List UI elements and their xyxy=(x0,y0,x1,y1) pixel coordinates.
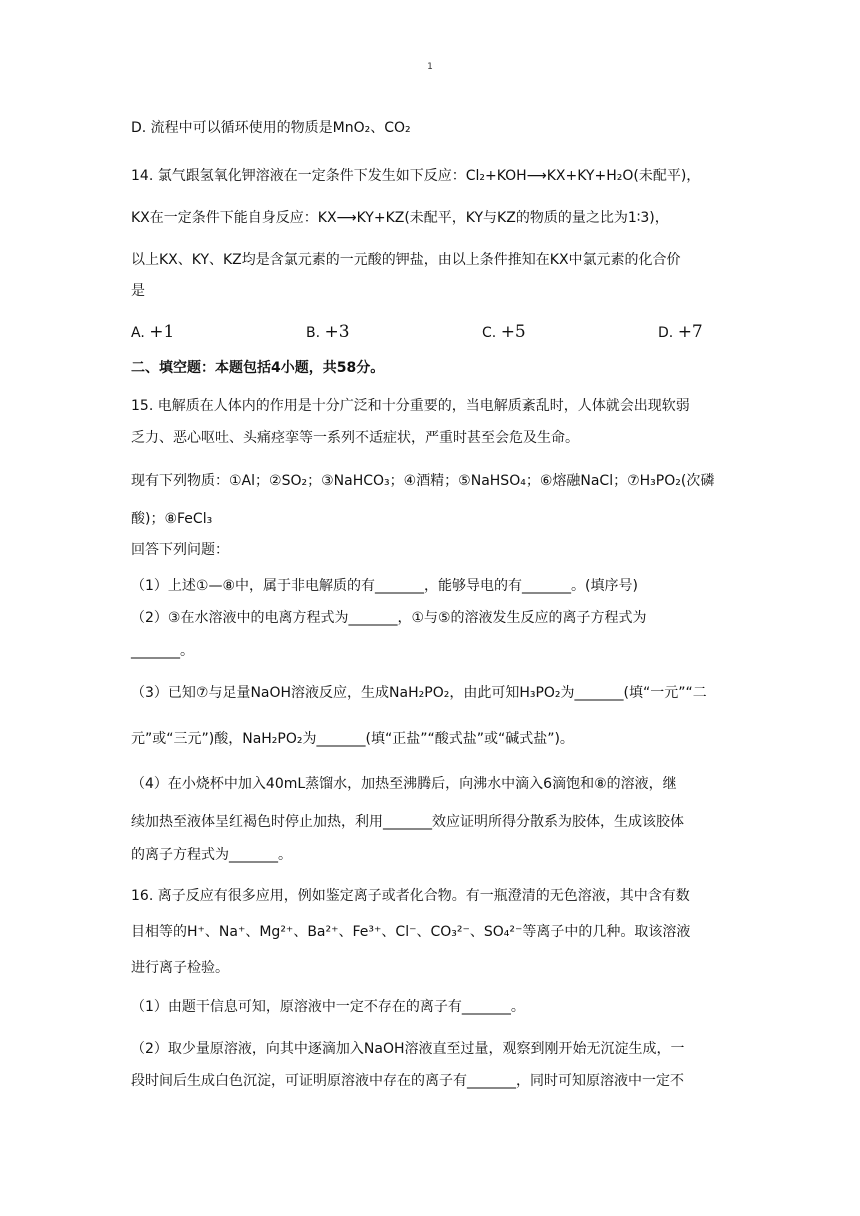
question-16-part-2-line-1: （2）取少量原溶液，向其中逐滴加入NaOH溶液直至过量，观察到刚开始无沉淀生成，一 xyxy=(131,1041,685,1057)
option-d-q13: D. 流程中可以循环使用的物质是MnO₂、CO₂ xyxy=(131,120,411,136)
question-16-part-1: （1）由题干信息可知，原溶液中一定不存在的离子有_______。 xyxy=(131,999,525,1015)
question-15-line-4: 酸)；⑧FeCl₃ xyxy=(131,511,213,527)
option-a xyxy=(131,322,174,343)
option-b-label: B. xyxy=(306,325,321,341)
option-d-value: +7 xyxy=(677,322,703,342)
page-number: 1 xyxy=(427,62,433,72)
option-c xyxy=(482,322,526,343)
option-d-label: D. xyxy=(658,325,674,341)
option-b xyxy=(306,322,350,343)
question-14-line-3: 以上KX、KY、KZ均是含氯元素的一元酸的钾盐，由以上条件推知在KX中氯元素的化合价 xyxy=(131,252,681,268)
option-a-value: +1 xyxy=(149,322,175,342)
question-16-line-2: 目相等的H⁺、Na⁺、Mg²⁺、Ba²⁺、Fe³⁺、Cl⁻、CO₃²⁻、SO₄²⁻等离子中的几种。取该溶液 xyxy=(131,924,691,940)
question-15-part-2-line-2: _______。 xyxy=(131,643,194,659)
question-15-part-4-line-3: 的离子方程式为_______。 xyxy=(131,847,292,863)
question-14-line-4: 是 xyxy=(131,283,145,299)
question-15-part-2-line-1: （2）③在水溶液中的电离方程式为_______，①与⑤的溶液发生反应的离子方程式为 xyxy=(131,610,647,626)
option-b-value: +3 xyxy=(324,322,350,342)
option-d xyxy=(658,322,703,343)
question-15-line-5: 回答下列问题： xyxy=(131,542,229,558)
question-14-line-2: KX在一定条件下能自身反应：KX⟶KY+KZ(未配平，KY与KZ的物质的量之比为1∶3)， xyxy=(131,210,669,226)
option-c-label: C. xyxy=(482,325,497,341)
question-15-line-2: 乏力、恶心呕吐、头痛痉挛等一系列不适症状，严重时甚至会危及生命。 xyxy=(131,430,579,446)
option-c-value: +5 xyxy=(500,322,526,342)
question-16-part-2-line-2: 段时间后生成白色沉淀，可证明原溶液中存在的离子有_______，同时可知原溶液中一定不 xyxy=(131,1073,684,1089)
question-15-part-3-line-1: （3）已知⑦与足量NaOH溶液反应，生成NaH₂PO₂，由此可知H₃PO₂为_______(填“一元”“二 xyxy=(131,685,707,701)
section-heading: 二、填空题：本题包括4小题，共58分。 xyxy=(131,360,385,376)
question-15-part-1: （1）上述①—⑧中，属于非电解质的有_______，能够导电的有_______。(填序号) xyxy=(131,578,638,594)
question-16-line-1: 16. 离子反应有很多应用，例如鉴定离子或者化合物。有一瓶澄清的无色溶液，其中含有数 xyxy=(131,888,690,904)
question-15-line-1: 15. 电解质在人体内的作用是十分广泛和十分重要的，当电解质紊乱时，人体就会出现软弱 xyxy=(131,398,690,414)
question-15-part-4-line-1: （4）在小烧杯中加入40mL蒸馏水，加热至沸腾后，向沸水中滴入6滴饱和⑧的溶液，继 xyxy=(131,776,677,792)
question-15-part-4-line-2: 续加热至液体呈红褐色时停止加热，利用_______效应证明所得分散系为胶体，生成该胶体 xyxy=(131,814,684,830)
question-14-line-1: 14. 氯气跟氢氧化钾溶液在一定条件下发生如下反应：Cl₂+KOH⟶KX+KY+H₂O(未配平)， xyxy=(131,168,701,184)
question-15-part-3-line-2: 元”或“三元”)酸，NaH₂PO₂为_______(填“正盐”“酸式盐”或“碱式盐”)。 xyxy=(131,731,574,747)
option-a-label: A. xyxy=(131,325,145,341)
question-16-line-3: 进行离子检验。 xyxy=(131,960,229,976)
question-15-line-3: 现有下列物质：①Al；②SO₂；③NaHCO₃；④酒精；⑤NaHSO₄；⑥熔融NaCl；⑦H₃PO₂(次磷 xyxy=(131,473,715,489)
